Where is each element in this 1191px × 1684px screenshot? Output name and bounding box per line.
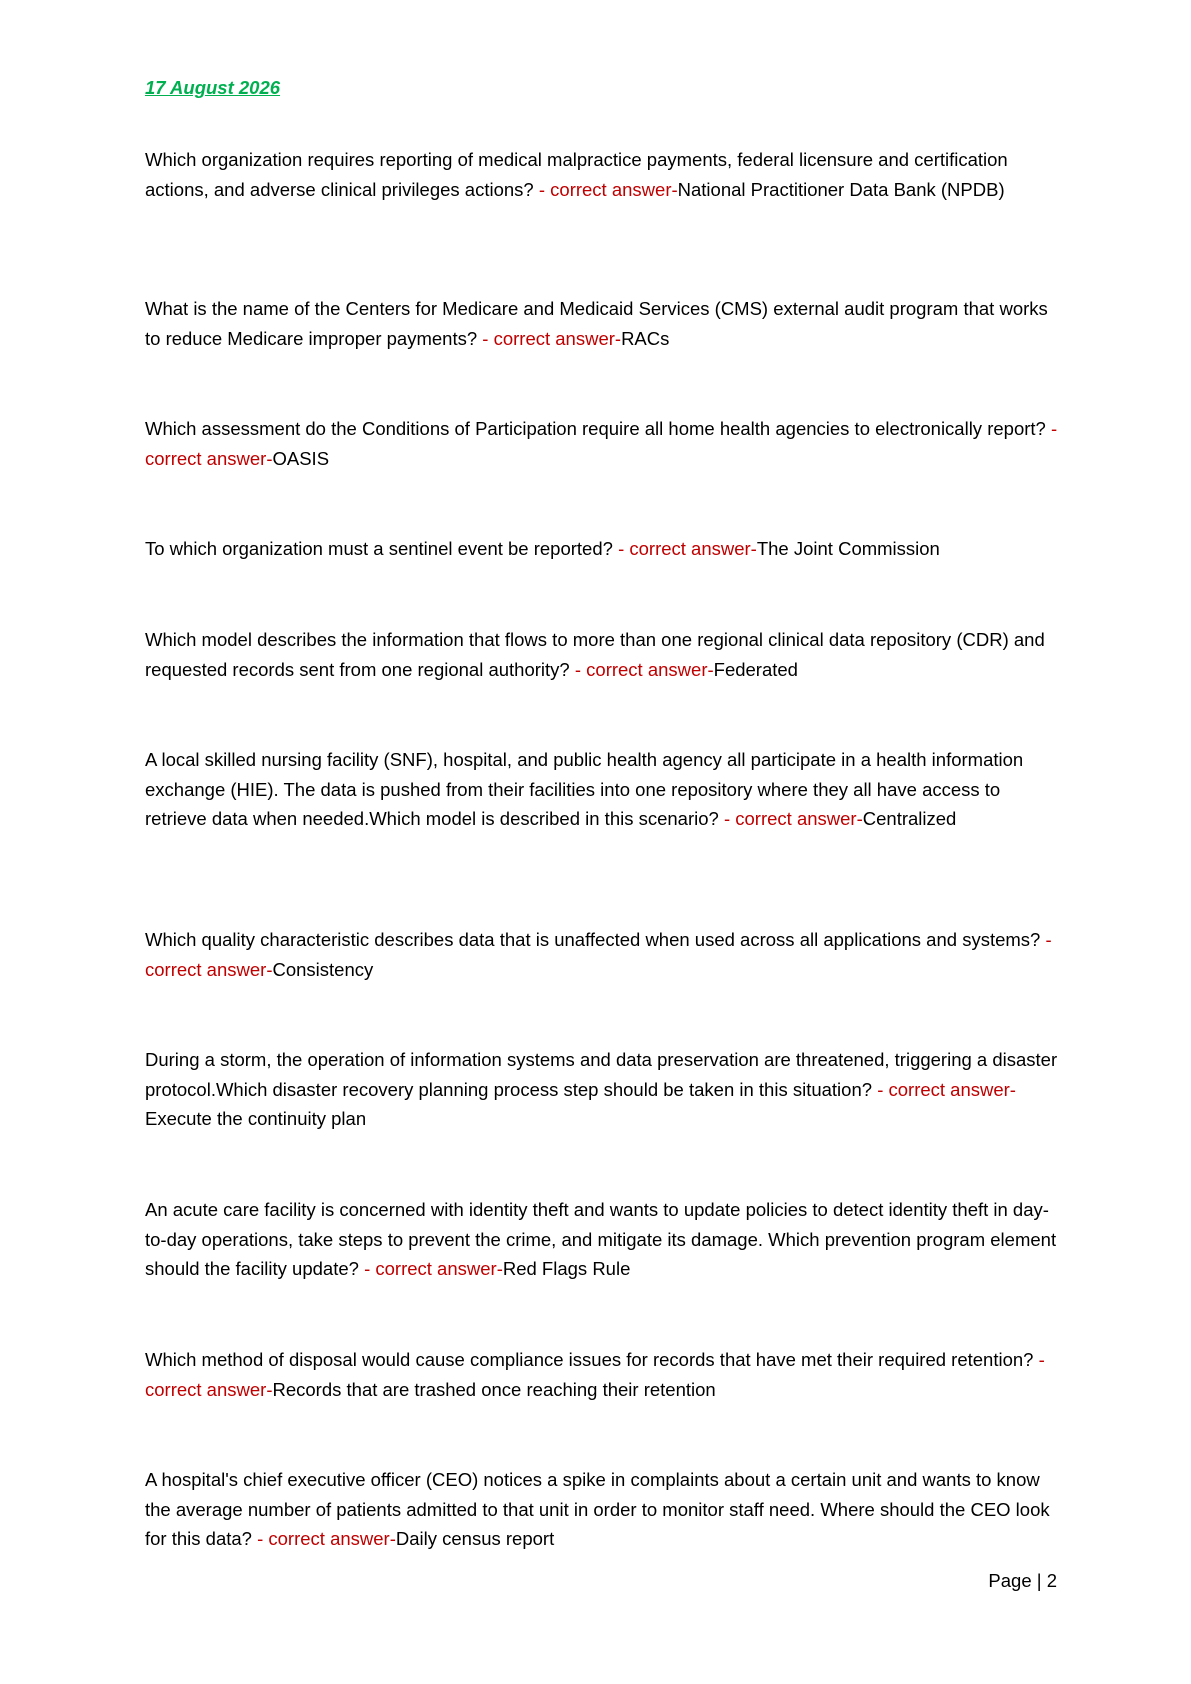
- answer-prefix: - correct answer-: [618, 538, 757, 559]
- answer-prefix: - correct answer-: [257, 1528, 396, 1549]
- question-text: An acute care facility is concerned with identity theft and wants to update policies to detect identity theft in day-to-day operations, take steps to prevent the crime, and mitigate its damage. Which prevention program element should the facility update?: [145, 1199, 1057, 1279]
- question-text: A hospital's chief executive officer (CEO) notices a spike in complaints about a certain unit and wants to know the average number of patients admitted to that unit in order to monitor staff need. Where should the CEO look for this data?: [145, 1469, 1050, 1549]
- question-text: Which model describes the information that flows to more than one regional clinical data repository (CDR) and requested records sent from one regional authority?: [145, 629, 1045, 680]
- qa-item: [145, 1195, 1060, 1284]
- answer-prefix: - correct answer-: [145, 418, 1058, 469]
- answer-text: Daily census report: [395, 1528, 555, 1549]
- qa-item: [145, 294, 1060, 353]
- answer-prefix: - correct answer-: [877, 1078, 1016, 1100]
- question-text: To which organization must a sentinel event be reported?: [145, 538, 619, 559]
- answer-prefix: - correct answer-: [574, 658, 714, 680]
- qa-item: [145, 925, 1060, 984]
- answer-prefix: - correct answer-: [145, 1349, 1045, 1400]
- question-text: Which organization requires reporting of medical malpractice payments, federal licensure and certification actions, and adverse clinical privileges actions?: [145, 149, 1008, 200]
- qa-item: [145, 414, 1060, 473]
- answer-prefix: - correct answer-: [482, 327, 622, 349]
- document-date: 17 August 2026: [145, 77, 281, 98]
- qa-item: [145, 1465, 1060, 1554]
- answer-text: Consistency: [272, 958, 374, 980]
- qa-item: [145, 1045, 1060, 1134]
- question-text: What is the name of the Centers for Medicare and Medicaid Services (CMS) external audit program that works to reduce Medicare improper payments?: [145, 298, 1048, 349]
- answer-text: Centralized: [862, 808, 957, 829]
- answer-text: Records that are trashed once reaching their retention: [272, 1378, 716, 1400]
- answer-text: Federated: [713, 658, 798, 680]
- answer-prefix: - correct answer-: [364, 1258, 503, 1279]
- answer-text: Red Flags Rule: [502, 1258, 631, 1279]
- question-text: During a storm, the operation of information systems and data preservation are threatened, triggering a disaster protocol.Which disaster recovery planning process step should be taken in this situation?: [145, 1049, 1058, 1100]
- answer-prefix: - correct answer-: [538, 178, 678, 200]
- qa-item: [145, 745, 1060, 834]
- answer-text: The Joint Commission: [756, 538, 940, 559]
- question-text: A local skilled nursing facility (SNF), hospital, and public health agency all participate in a health information exchange (HIE). The data is pushed from their facilities into one repository where they all have access to retrieve data when needed.Which model is described in this scenario?: [145, 749, 1024, 829]
- answer-prefix: - correct answer-: [145, 929, 1052, 980]
- question-text: Which method of disposal would cause compliance issues for records that have met their required retention?: [145, 1349, 1039, 1370]
- answer-text: Execute the continuity plan: [145, 1108, 367, 1129]
- qa-item: [145, 625, 1060, 684]
- answer-text: RACs: [621, 327, 670, 349]
- answer-prefix: - correct answer-: [723, 808, 863, 829]
- qa-item: [145, 534, 1060, 564]
- answer-text: National Practitioner Data Bank (NPDB): [677, 178, 1005, 200]
- qa-item: [145, 1345, 1060, 1404]
- question-text: Which assessment do the Conditions of Participation require all home health agencies to electronically report?: [145, 418, 1051, 439]
- page-number: Page | 2: [988, 1570, 1057, 1591]
- qa-item: [145, 145, 1060, 204]
- question-text: Which quality characteristic describes data that is unaffected when used across all applications and systems?: [145, 929, 1046, 950]
- answer-text: OASIS: [272, 447, 330, 469]
